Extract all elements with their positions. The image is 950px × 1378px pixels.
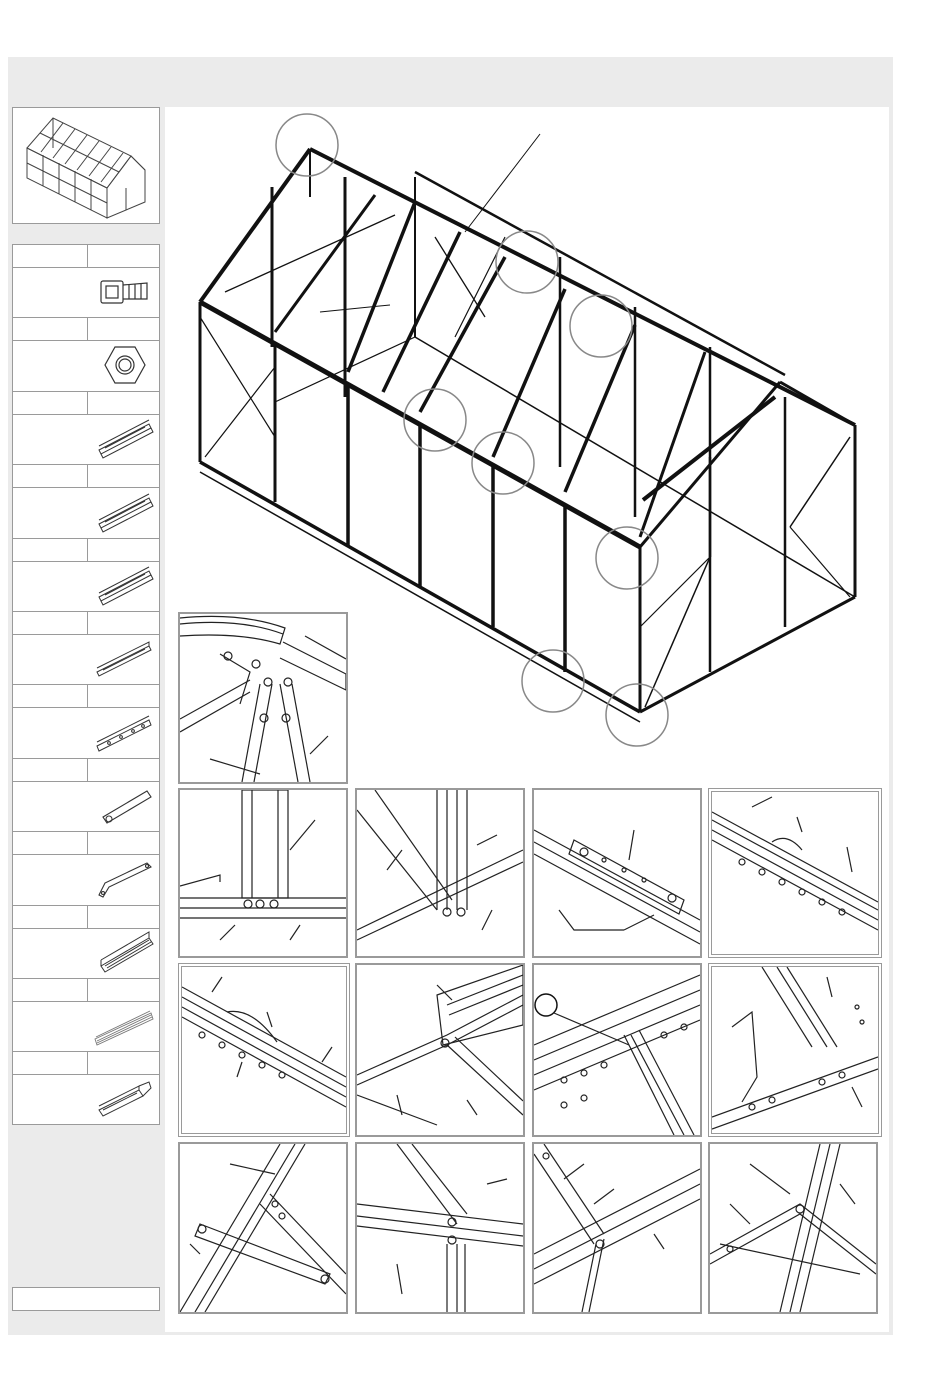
side-rail-detail <box>178 963 350 1137</box>
strap-short-icon <box>91 783 155 827</box>
roof-bar-junction-detail <box>532 963 702 1137</box>
profile-perforated-icon <box>91 710 155 754</box>
part-row <box>12 464 160 537</box>
greenhouse-thumbnail-icon <box>13 108 159 223</box>
profile-long-icon <box>91 563 155 607</box>
part-row <box>12 538 160 611</box>
bracket-bent-icon <box>91 857 155 901</box>
part-row <box>12 684 160 757</box>
cross-brace-detail <box>708 1142 878 1314</box>
roof-vent-detail <box>532 1142 702 1314</box>
gutter-rail-detail <box>708 788 882 958</box>
greenhouse-thumbnail <box>12 107 160 224</box>
part-row <box>12 905 160 978</box>
rafter-detail <box>708 963 882 1137</box>
header-band <box>8 57 893 105</box>
part-row <box>12 831 160 904</box>
base-corner-detail <box>178 788 348 958</box>
footer-label-box <box>12 1287 160 1311</box>
clip-profile-icon <box>91 1076 155 1120</box>
part-row <box>12 611 160 684</box>
profile-long-icon <box>91 416 155 460</box>
profile-join-detail <box>532 788 702 958</box>
square-nut-bolt-icon <box>91 269 155 313</box>
gable-top-detail <box>355 1142 525 1314</box>
profile-grooved-icon <box>91 930 155 974</box>
profile-long-icon <box>91 490 155 534</box>
vent-arm-detail <box>178 1142 348 1314</box>
parts-list <box>12 244 162 1125</box>
hex-nut-icon <box>91 343 155 387</box>
part-row <box>12 1051 160 1124</box>
part-row <box>12 317 160 390</box>
part-row <box>12 391 160 464</box>
part-row <box>12 244 160 317</box>
seal-strip-icon <box>91 1003 155 1047</box>
diagonal-brace-detail <box>355 788 525 958</box>
ridge-corner-detail <box>178 612 348 784</box>
profile-flat-icon <box>91 636 155 680</box>
eave-bracket-detail <box>355 963 525 1137</box>
part-row <box>12 758 160 831</box>
part-row <box>12 978 160 1051</box>
